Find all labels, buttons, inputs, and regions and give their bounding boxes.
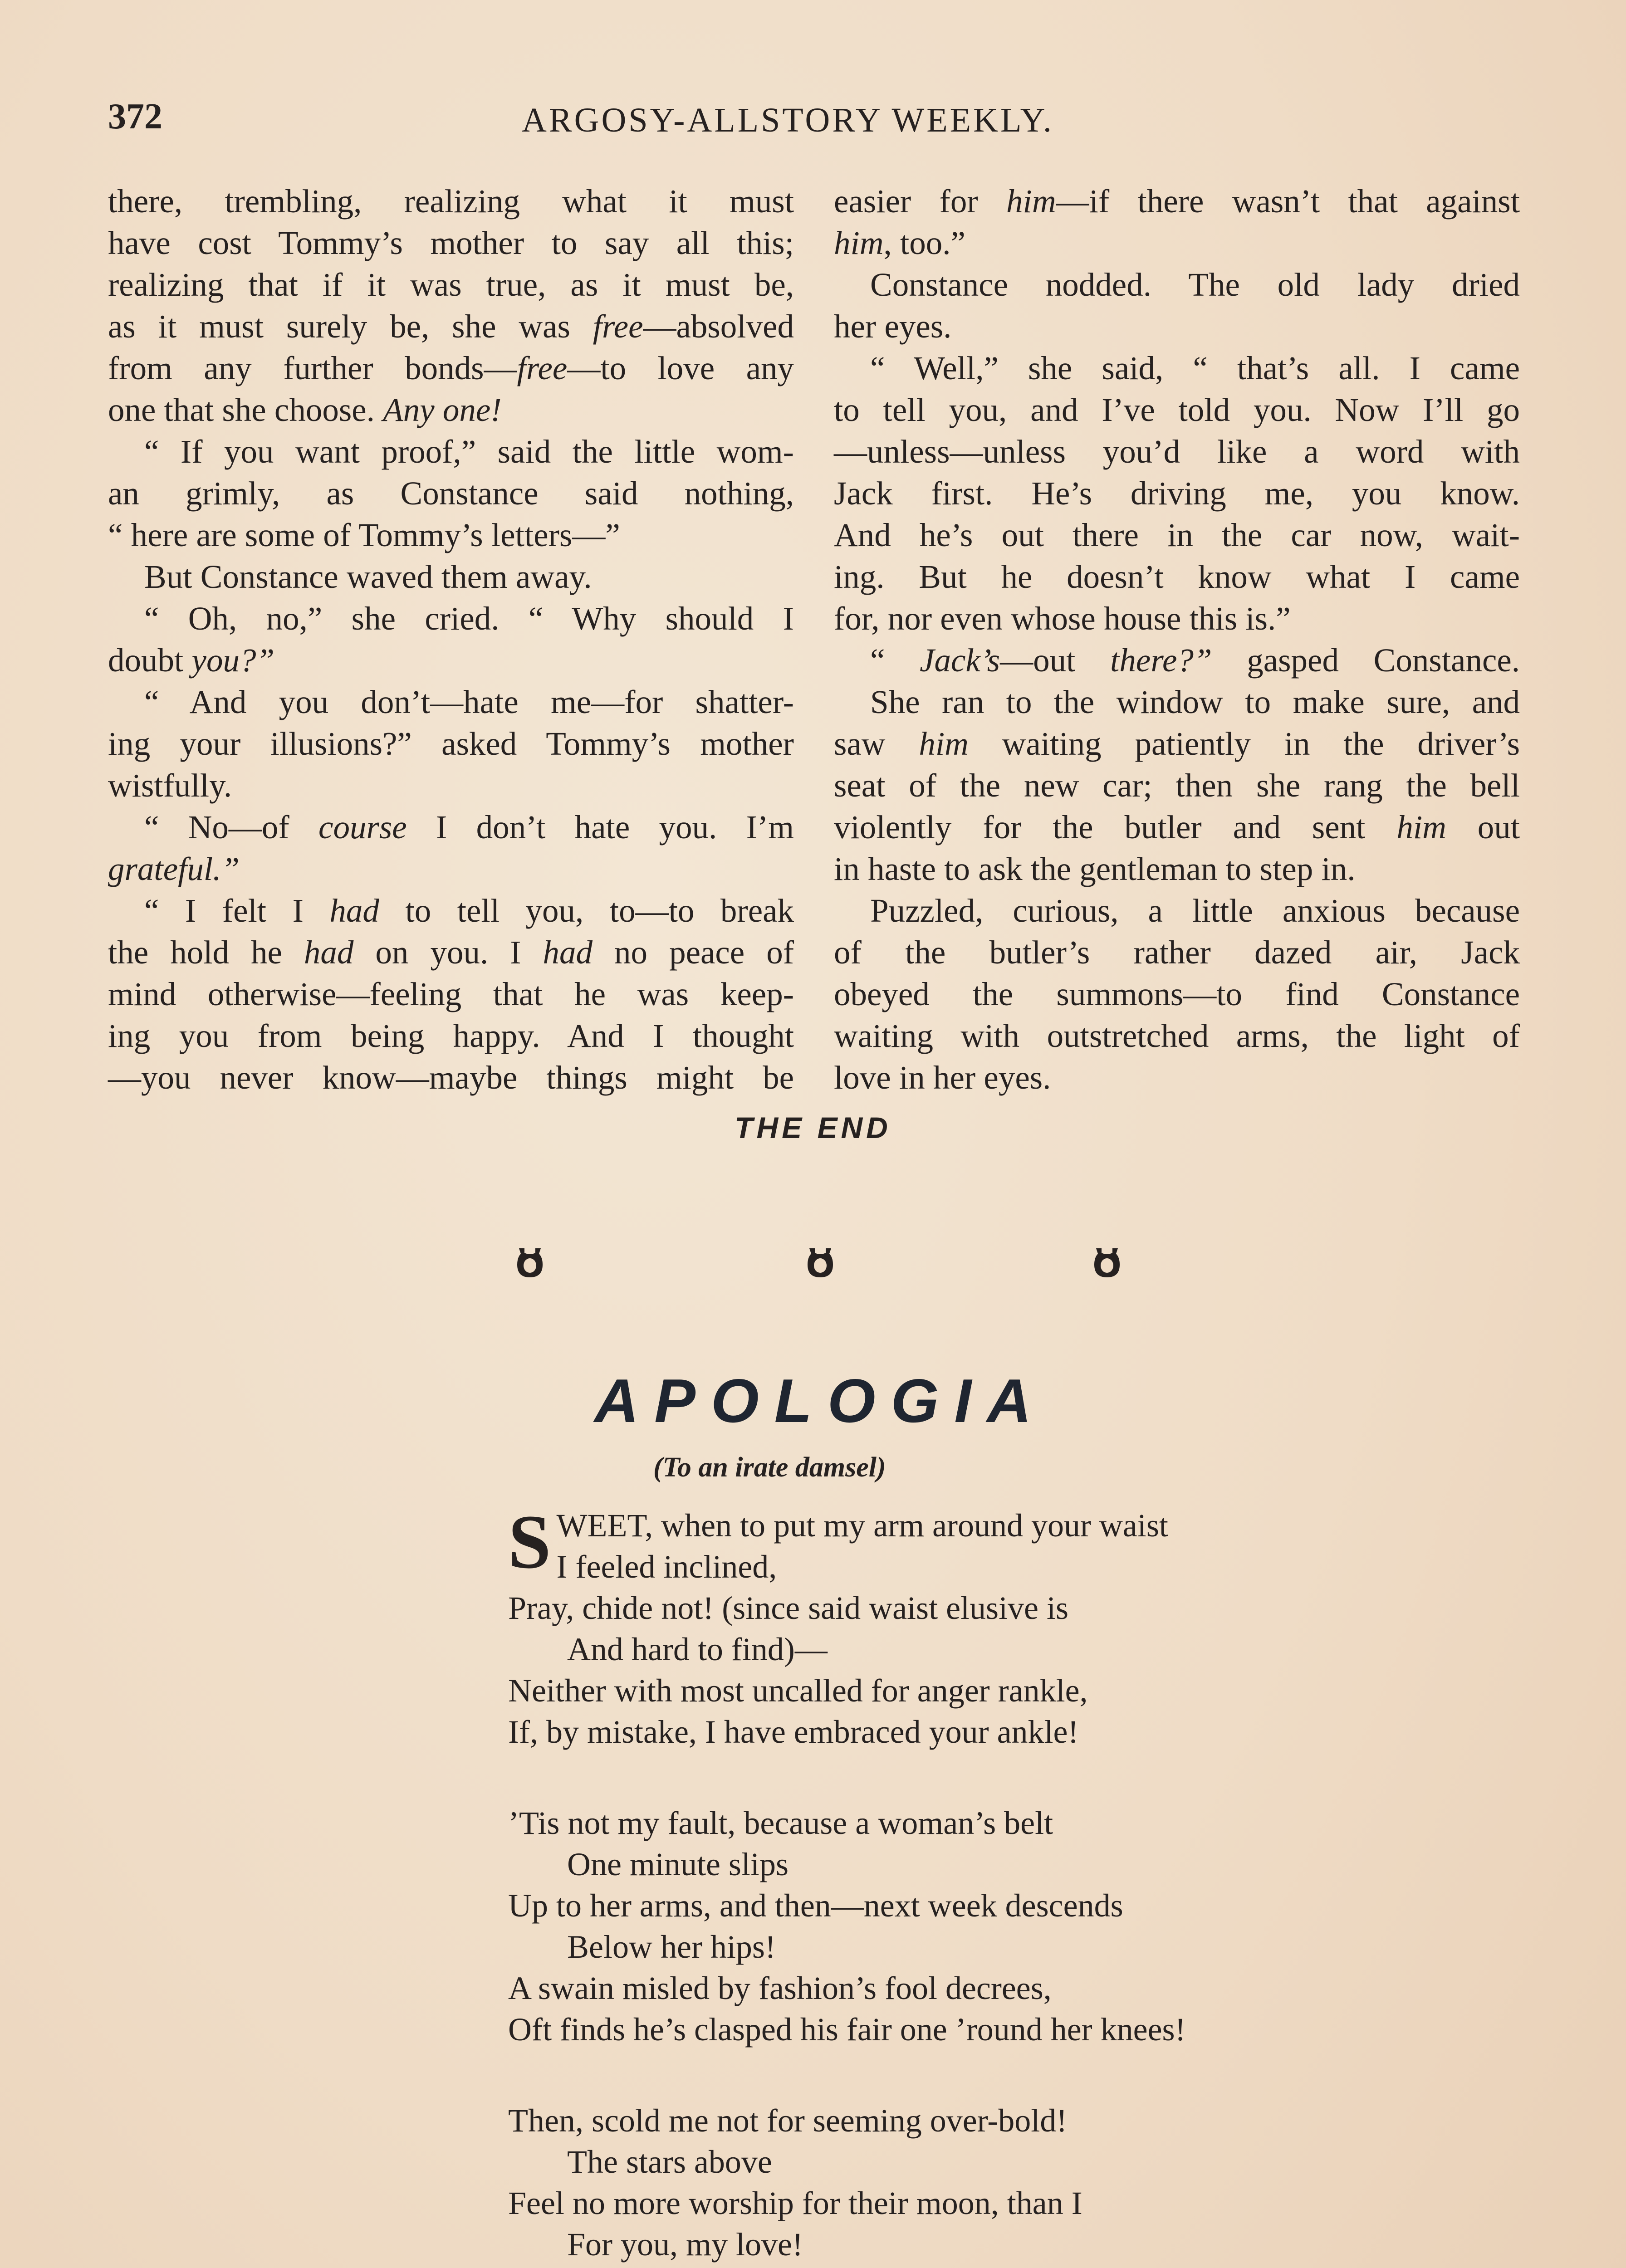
poem-line: And hard to find)— bbox=[567, 1631, 828, 1667]
poem-line: Feel no more worship for their moon, than I bbox=[508, 2185, 1082, 2221]
poem-subtitle: (To an irate damsel) bbox=[653, 1452, 886, 1483]
text-line: him, too.” bbox=[834, 225, 965, 261]
poem-line: Up to her arms, and then—next week descends bbox=[508, 1887, 1123, 1924]
text-line: —you never know—maybe things might be bbox=[108, 1059, 794, 1096]
stanza-break bbox=[508, 2050, 1186, 2100]
text-line: grateful.” bbox=[108, 850, 240, 887]
text-line: ing you from being happy. And I thought bbox=[108, 1017, 794, 1054]
poem-body bbox=[508, 1499, 1186, 2268]
text-line: doubt you?” bbox=[108, 642, 275, 679]
text-line: “ Well,” she said, “ that’s all. I came bbox=[870, 350, 1520, 386]
text-line: in haste to ask the gentleman to step in. bbox=[834, 850, 1356, 887]
page-number: 372 bbox=[108, 97, 162, 137]
right-column bbox=[834, 181, 1520, 1099]
text-line: violently for the butler and sent him out bbox=[834, 809, 1520, 846]
story-end-label: THE END bbox=[735, 1111, 891, 1144]
text-line: And he’s out there in the car now, wait- bbox=[834, 517, 1520, 553]
text-line: have cost Tommy’s mother to say all this; bbox=[108, 225, 794, 261]
text-line: for, nor even whose house this is.” bbox=[834, 600, 1291, 637]
poem-line: The stars above bbox=[567, 2144, 772, 2180]
poem-line bbox=[508, 2265, 1186, 2268]
stanza-break bbox=[508, 1753, 1186, 1803]
text-line: as it must surely be, she was free—absolved bbox=[108, 308, 794, 345]
poem-line: Oft finds he’s clasped his fair one ’round her knees! bbox=[508, 2011, 1186, 2048]
text-line: Puzzled, curious, a little anxious because bbox=[870, 892, 1520, 929]
text-line: one that she choose. Any one! bbox=[108, 391, 502, 428]
text-line: her eyes. bbox=[834, 308, 952, 345]
text-line: ing your illusions?” asked Tommy’s mother bbox=[108, 725, 794, 762]
poem-title: APOLOGIA bbox=[594, 1366, 1047, 1435]
text-line: Jack first. He’s driving me, you know. bbox=[834, 475, 1520, 512]
text-line: Constance nodded. The old lady dried bbox=[870, 266, 1520, 303]
text-line: “ Oh, no,” she cried. “ Why should I bbox=[144, 600, 794, 637]
text-line: “ I felt I had to tell you, to—to break bbox=[144, 892, 794, 929]
poem-line: A swain misled by fashion’s fool decrees, bbox=[508, 1970, 1052, 2006]
text-line: waiting with outstretched arms, the light of bbox=[834, 1017, 1520, 1054]
ornament-icon bbox=[802, 1243, 838, 1281]
text-line: from any further bonds—free—to love any bbox=[108, 350, 794, 386]
text-line: there, trembling, realizing what it must bbox=[108, 183, 794, 220]
poem-line: WEET, when to put my arm around your waist bbox=[556, 1507, 1168, 1544]
poem-line: Then, scold me not for seeming over-bold! bbox=[508, 2102, 1068, 2139]
text-line: seat of the new car; then she rang the bell bbox=[834, 767, 1520, 804]
text-line: of the butler’s rather dazed air, Jack bbox=[834, 934, 1520, 971]
drop-cap: S bbox=[508, 1499, 551, 1584]
text-line: easier for him—if there wasn’t that against bbox=[834, 183, 1520, 220]
text-line: the hold he had on you. I had no peace of bbox=[108, 934, 794, 971]
text-line: realizing that if it was true, as it must be, bbox=[108, 266, 794, 303]
text-line: saw him waiting patiently in the driver’s bbox=[834, 725, 1520, 762]
text-line: an grimly, as Constance said nothing, bbox=[108, 475, 794, 512]
text-line: “ If you want proof,” said the little wom- bbox=[144, 433, 794, 470]
poem-line: Below her hips! bbox=[567, 1929, 776, 1965]
text-line: “ And you don’t—hate me—for shatter- bbox=[144, 684, 794, 720]
text-line: wistfully. bbox=[108, 767, 232, 804]
ornament-icon bbox=[1089, 1243, 1125, 1281]
text-line: “ Jack’s—out there?” gasped Constance. bbox=[870, 642, 1520, 679]
text-line: obeyed the summons—to find Constance bbox=[834, 976, 1520, 1012]
running-header: ARGOSY-ALLSTORY WEEKLY. bbox=[522, 101, 1054, 139]
text-line: to tell you, and I’ve told you. Now I’ll go bbox=[834, 391, 1520, 428]
poem-line: Neither with most uncalled for anger rankle, bbox=[508, 1672, 1088, 1709]
poem-line: I feeled inclined, bbox=[556, 1549, 777, 1585]
text-line: “ No—of course I don’t hate you. I’m bbox=[144, 809, 794, 846]
text-line: “ here are some of Tommy’s letters—” bbox=[108, 517, 620, 553]
text-line: —unless—unless you’d like a word with bbox=[834, 433, 1520, 470]
poem-line: Pray, chide not! (since said waist elusive is bbox=[508, 1590, 1069, 1626]
text-line: love in her eyes. bbox=[834, 1059, 1051, 1096]
text-line: She ran to the window to make sure, and bbox=[870, 684, 1520, 720]
left-column bbox=[108, 181, 794, 1099]
poem-line: If, by mistake, I have embraced your ankle! bbox=[508, 1714, 1079, 1750]
poem-line: For you, my love! bbox=[567, 2226, 803, 2263]
text-line: ing. But he doesn’t know what I came bbox=[834, 558, 1520, 595]
poem-line: ’Tis not my fault, because a woman’s belt bbox=[508, 1805, 1053, 1841]
poem-line: One minute slips bbox=[567, 1846, 789, 1882]
ornament-icon bbox=[512, 1243, 548, 1281]
text-line: But Constance waved them away. bbox=[144, 558, 592, 595]
text-line: mind otherwise—feeling that he was keep- bbox=[108, 976, 794, 1012]
